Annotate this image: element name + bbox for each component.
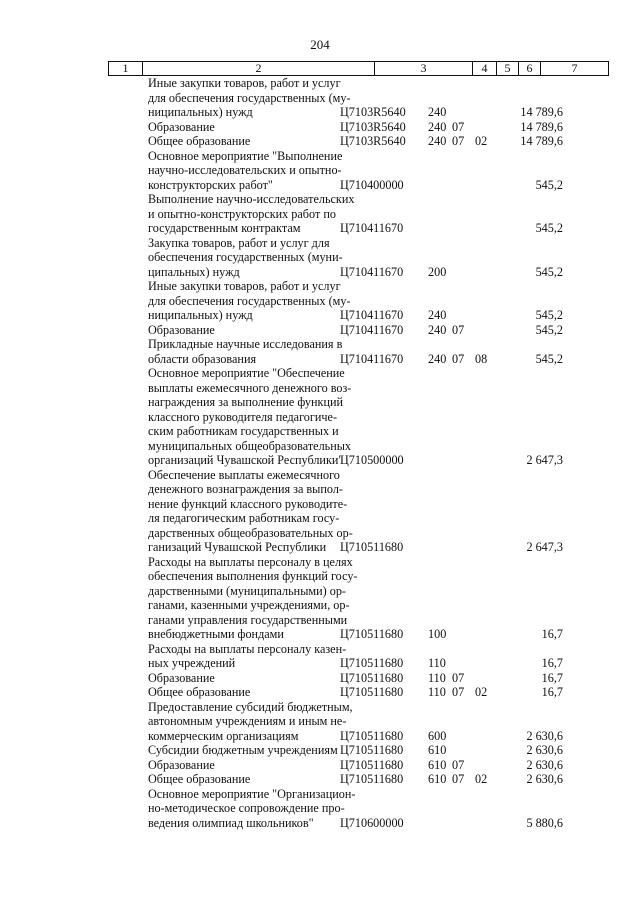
- row-description-line: организаций Чувашской Республики": [148, 453, 344, 467]
- row-description-line: ским работникам государственных и: [148, 424, 339, 438]
- row-description-line: Расходы на выплаты персоналу казен-: [148, 641, 347, 656]
- row-amount: 14 789,6: [520, 105, 563, 119]
- table-row: [108, 743, 608, 758]
- row-code: Ц710511680: [340, 772, 404, 786]
- row-code: Ц710600000: [340, 815, 404, 830]
- row-section: 07: [452, 772, 465, 786]
- row-description: [108, 279, 351, 323]
- row-expense-type: 110: [428, 685, 446, 699]
- row-description: [108, 366, 352, 468]
- row-amount: 5 880,6: [526, 815, 563, 830]
- row-description-line: научно-исследовательских и опытно-: [148, 163, 342, 177]
- row-expense-type: 240: [428, 351, 447, 366]
- row-code: Ц7103R5640: [340, 134, 406, 148]
- row-code: Ц710500000: [340, 453, 404, 467]
- row-description-line: области образования: [148, 351, 257, 366]
- row-code: Ц710411670: [340, 308, 404, 322]
- row-expense-type: 200: [428, 264, 447, 279]
- row-description-line: ных учреждений: [148, 656, 236, 670]
- row-code: Ц7103R5640: [340, 119, 406, 134]
- column-header-5: 5: [497, 62, 519, 76]
- row-expense-type: 110: [428, 670, 446, 685]
- row-code: Ц710411670: [340, 264, 404, 279]
- row-amount: 2 630,6: [526, 743, 563, 757]
- row-code: Ц710411670: [340, 221, 404, 235]
- row-amount: 545,2: [535, 308, 563, 322]
- row-description: [108, 120, 334, 135]
- row-description-line: выплаты ежемесячного денежного воз-: [148, 380, 352, 395]
- row-subsection: 08: [475, 351, 488, 366]
- row-description: [108, 235, 343, 280]
- table-row: [108, 279, 608, 323]
- row-amount: 545,2: [535, 221, 563, 235]
- row-code: Ц710511680: [340, 757, 404, 772]
- row-expense-type: 610: [428, 743, 447, 757]
- row-amount: 545,2: [535, 322, 563, 337]
- budget-table-body: [108, 76, 608, 830]
- row-amount: 2 630,6: [526, 772, 563, 786]
- row-description-line: дарственных общеобразовательных ор-: [148, 525, 353, 540]
- row-amount: 16,7: [541, 656, 563, 670]
- row-description-line: ведения олимпиад школьников": [148, 815, 314, 830]
- row-description-line: Прикладные научные исследования в: [148, 337, 343, 351]
- row-description: [108, 772, 334, 787]
- table-row: [108, 366, 608, 468]
- row-description-line: Иные закупки товаров, работ и услуг: [148, 76, 341, 90]
- table-row: [108, 758, 608, 773]
- row-expense-type: 240: [428, 134, 447, 148]
- row-description: [108, 554, 358, 642]
- row-code: Ц710511680: [340, 728, 404, 743]
- row-expense-type: 240: [428, 119, 447, 134]
- row-amount: 2 630,6: [526, 728, 563, 743]
- row-amount: 14 789,6: [520, 119, 563, 134]
- row-description-line: Закупка товаров, работ и услуг для: [148, 235, 330, 250]
- row-description-line: муниципальных общеобразовательных: [148, 438, 352, 453]
- row-description: [108, 467, 353, 555]
- row-amount: 16,7: [541, 627, 563, 641]
- row-description-line: классного руководителя педагогиче-: [148, 409, 337, 424]
- row-description-line: Основное мероприятие "Организацион-: [148, 786, 356, 801]
- row-description-line: Основное мероприятие "Выполнение: [148, 148, 343, 163]
- row-description-line: ниципальных) нужд: [148, 308, 253, 322]
- row-code: Ц710511680: [340, 656, 404, 670]
- row-expense-type: 240: [428, 322, 447, 337]
- row-amount: 2 630,6: [526, 757, 563, 772]
- row-description-line: автономным учреждениям и иным не-: [148, 714, 347, 728]
- row-description-line: Обеспечение выплаты ежемесячного: [148, 467, 340, 482]
- row-code: Ц710411670: [340, 351, 404, 366]
- row-amount: 16,7: [541, 685, 563, 699]
- column-header-1: 1: [109, 62, 143, 76]
- row-description: [108, 671, 334, 686]
- row-description-line: ганизаций Чувашской Республики: [148, 540, 327, 554]
- row-amount: 14 789,6: [520, 134, 563, 148]
- row-description-line: денежного вознаграждения за выпол-: [148, 482, 343, 496]
- row-description-line: нение функций классного руководите-: [148, 496, 348, 511]
- row-description-line: Образование: [148, 670, 215, 685]
- row-expense-type: 610: [428, 757, 447, 772]
- table-row: [108, 134, 608, 149]
- table-row: [108, 468, 608, 555]
- row-expense-type: 100: [428, 627, 447, 641]
- row-description: [108, 148, 343, 193]
- table-row: [108, 120, 608, 135]
- row-description-line: Основное мероприятие "Обеспечение: [148, 366, 345, 380]
- row-section: 07: [452, 757, 465, 772]
- row-code: Ц710511680: [340, 540, 404, 554]
- row-description-line: дарственными (муниципальными) ор-: [148, 583, 346, 598]
- table-row: [108, 772, 608, 787]
- table-row: [108, 642, 608, 671]
- row-description: [108, 685, 334, 700]
- row-amount: 545,2: [535, 177, 563, 192]
- row-expense-type: 110: [428, 656, 446, 670]
- table-row: [108, 236, 608, 280]
- table-row: [108, 700, 608, 744]
- row-description-line: Общее образование: [148, 772, 251, 786]
- row-description-line: конструкторских работ": [148, 177, 273, 192]
- row-subsection: 02: [475, 134, 488, 148]
- column-header-4: 4: [473, 62, 497, 76]
- row-description-line: обеспечения выполнения функций госу-: [148, 569, 358, 583]
- row-section: 07: [452, 322, 465, 337]
- row-description-line: Выполнение научно-исследовательских: [148, 192, 355, 206]
- table-row: [108, 787, 608, 831]
- row-description-line: Предоставление субсидий бюджетным,: [148, 699, 353, 714]
- row-description-line: награждения за выполнение функций: [148, 395, 344, 409]
- row-description: [108, 192, 355, 236]
- table-row: [108, 685, 608, 700]
- row-description-line: для обеспечения государственных (му-: [148, 90, 351, 105]
- row-description-line: ля педагогическим работникам госу-: [148, 511, 340, 525]
- table-row: [108, 555, 608, 642]
- table-row: [108, 323, 608, 338]
- row-code: Ц710511680: [340, 627, 404, 641]
- row-section: 07: [452, 670, 465, 685]
- row-description-line: Субсидии бюджетным учреждениям: [148, 743, 338, 757]
- row-description-line: Образование: [148, 757, 215, 772]
- row-description: [108, 76, 351, 120]
- row-amount: 545,2: [535, 264, 563, 279]
- table-row: [108, 76, 608, 120]
- column-header-table: [108, 61, 609, 76]
- row-code: Ц710511680: [340, 670, 404, 685]
- row-description: [108, 699, 353, 744]
- row-description-line: Общее образование: [148, 134, 251, 148]
- row-description: [108, 786, 356, 831]
- row-subsection: 02: [475, 685, 488, 699]
- row-expense-type: 610: [428, 772, 447, 786]
- page-number: 204: [310, 37, 330, 52]
- table-row: [108, 671, 608, 686]
- row-section: 07: [452, 134, 465, 148]
- row-description-line: ганами, казенными учреждениями, ор-: [148, 598, 350, 612]
- row-section: 07: [452, 119, 465, 134]
- row-description-line: государственным контрактам: [148, 221, 301, 235]
- row-description-line: внебюджетными фондами: [148, 627, 284, 641]
- row-amount: 2 647,3: [526, 453, 563, 467]
- row-description: [108, 337, 343, 366]
- row-description-line: Образование: [148, 322, 215, 337]
- row-subsection: 02: [475, 772, 488, 786]
- row-description-line: Образование: [148, 119, 215, 134]
- column-header-6: 6: [519, 62, 541, 76]
- row-description-line: но-методическое сопровождение про-: [148, 801, 345, 815]
- column-header-row: [109, 62, 609, 76]
- row-code: Ц7103R5640: [340, 105, 406, 119]
- row-description: [108, 134, 334, 149]
- row-description-line: коммерческим организациям: [148, 728, 299, 743]
- row-description-line: для обеспечения государственных (му-: [148, 293, 351, 308]
- row-section: 07: [452, 685, 465, 699]
- row-description-line: обеспечения государственных (муни-: [148, 250, 343, 264]
- row-amount: 2 647,3: [526, 540, 563, 554]
- row-description-line: ганами управления государственными: [148, 612, 348, 627]
- row-description: [108, 758, 334, 773]
- row-code: Ц710400000: [340, 177, 404, 192]
- row-code: Ц710411670: [340, 322, 404, 337]
- row-description: [108, 641, 347, 671]
- row-section: 07: [452, 351, 465, 366]
- row-expense-type: 240: [428, 105, 447, 119]
- row-description-line: ципальных) нужд: [148, 264, 240, 279]
- row-description-line: Общее образование: [148, 685, 251, 699]
- table-row: [108, 149, 608, 193]
- row-expense-type: 600: [428, 728, 447, 743]
- table-row: [108, 337, 608, 366]
- row-code: Ц710511680: [340, 685, 404, 699]
- row-description-line: Иные закупки товаров, работ и услуг: [148, 279, 341, 293]
- row-amount: 545,2: [535, 351, 563, 366]
- column-header-7: 7: [541, 62, 609, 76]
- table-row: [108, 192, 608, 236]
- column-header-3: 3: [375, 62, 473, 76]
- row-description-line: Расходы на выплаты персоналу в целях: [148, 554, 353, 569]
- row-expense-type: 240: [428, 308, 447, 322]
- row-description: [108, 323, 334, 338]
- column-header-2: 2: [143, 62, 375, 76]
- row-description-line: и опытно-конструкторских работ по: [148, 206, 336, 221]
- row-code: Ц710511680: [340, 743, 404, 757]
- row-description-line: ниципальных) нужд: [148, 105, 253, 119]
- row-amount: 16,7: [541, 670, 563, 685]
- row-description: [108, 743, 338, 758]
